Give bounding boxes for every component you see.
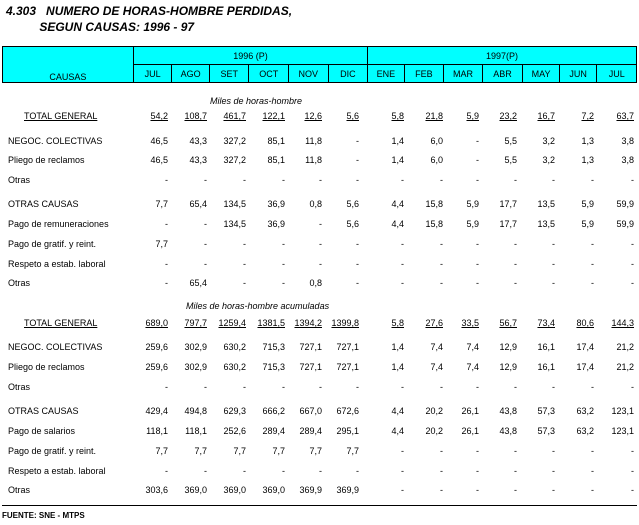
table-cell: -	[514, 259, 517, 269]
table-cell: 7,7	[272, 446, 285, 456]
table-cell: 3,2	[542, 155, 555, 165]
month-header: AGO	[172, 65, 210, 83]
row-label: Otras	[8, 382, 31, 392]
table-cell: 134,5	[223, 219, 246, 229]
month-header: NOV	[289, 65, 329, 83]
table-cell: 1,4	[391, 362, 404, 372]
table-cell: -	[440, 446, 443, 456]
table-cell: -	[282, 175, 285, 185]
table-row	[2, 259, 637, 273]
table-cell: -	[282, 382, 285, 392]
table-cell: -	[356, 136, 359, 146]
table-cell: 259,6	[145, 342, 168, 352]
table-cell: -	[591, 175, 594, 185]
table-cell: -	[243, 278, 246, 288]
table-cell: 123,1	[611, 426, 634, 436]
table-cell: -	[243, 239, 246, 249]
table-cell: -	[165, 278, 168, 288]
table-cell: -	[204, 219, 207, 229]
table-cell: 5,9	[466, 111, 479, 121]
table-cell: 80,6	[576, 318, 594, 328]
table-row	[2, 426, 637, 440]
table-cell: 3,8	[621, 155, 634, 165]
table-row	[2, 382, 637, 396]
table-cell: 4,4	[391, 199, 404, 209]
table-cell: 667,0	[299, 406, 322, 416]
table-cell: -	[591, 278, 594, 288]
table-cell: 26,1	[461, 426, 479, 436]
table-cell: 7,4	[466, 342, 479, 352]
table-cell: -	[631, 466, 634, 476]
table-cell: -	[631, 259, 634, 269]
table-cell: 797,7	[184, 318, 207, 328]
table-cell: 7,7	[194, 446, 207, 456]
table-cell: -	[514, 278, 517, 288]
row-label: Respeto a estab. laboral	[8, 259, 106, 269]
row-label: Respeto a estab. laboral	[8, 466, 106, 476]
table-cell: -	[282, 466, 285, 476]
table-cell: -	[514, 175, 517, 185]
table-cell: -	[552, 239, 555, 249]
table-cell: -	[440, 382, 443, 392]
month-header: JUN	[559, 65, 597, 83]
table-cell: -	[204, 382, 207, 392]
table-cell: -	[476, 466, 479, 476]
table-cell: 369,0	[184, 485, 207, 495]
table-cell: 295,1	[336, 426, 359, 436]
table-cell: 57,3	[537, 406, 555, 416]
table-row	[2, 175, 637, 189]
table-cell: -	[552, 485, 555, 495]
table-cell: -	[476, 155, 479, 165]
table-cell: 1381,5	[257, 318, 285, 328]
table-cell: -	[591, 239, 594, 249]
table-cell: -	[243, 175, 246, 185]
table-cell: -	[631, 446, 634, 456]
table-cell: 5,9	[581, 199, 594, 209]
table-cell: 289,4	[299, 426, 322, 436]
table-cell: 715,3	[262, 342, 285, 352]
row-label: Pliego de reclamos	[8, 155, 85, 165]
table-cell: -	[514, 239, 517, 249]
table-cell: 134,5	[223, 199, 246, 209]
row-label: Pliego de reclamos	[8, 362, 85, 372]
table-cell: -	[401, 485, 404, 495]
row-label: Otras	[8, 485, 31, 495]
table-cell: 727,1	[336, 362, 359, 372]
row-label: TOTAL GENERAL	[24, 111, 98, 121]
table-cell: -	[440, 239, 443, 249]
table-cell: 259,6	[145, 362, 168, 372]
row-label: Otras	[8, 278, 31, 288]
row-label: Pago de remuneraciones	[8, 219, 109, 229]
table-cell: 36,9	[267, 199, 285, 209]
table-cell: 5,6	[346, 219, 359, 229]
table-cell: 369,9	[299, 485, 322, 495]
table-cell: 12,9	[499, 342, 517, 352]
table-cell: 21,2	[616, 342, 634, 352]
table-cell: 1394,2	[294, 318, 322, 328]
table-cell: 27,6	[425, 318, 443, 328]
table-cell: 3,8	[621, 136, 634, 146]
table-cell: -	[282, 278, 285, 288]
table-row	[2, 199, 637, 213]
month-header: ABR	[482, 65, 523, 83]
table-cell: -	[401, 239, 404, 249]
table-cell: -	[401, 278, 404, 288]
bottom-divider	[2, 505, 637, 506]
table-cell: 289,4	[262, 426, 285, 436]
row-label: TOTAL GENERAL	[24, 318, 98, 328]
table-title: 4.303 NUMERO DE HORAS-HOMBRE PERDIDAS,	[6, 4, 293, 18]
table-cell: 73,4	[537, 318, 555, 328]
table-cell: -	[204, 466, 207, 476]
month-header: DIC	[328, 65, 367, 83]
table-row	[2, 485, 637, 499]
table-cell: -	[243, 259, 246, 269]
table-cell: 1,4	[391, 136, 404, 146]
table-cell: 7,7	[155, 199, 168, 209]
table-cell: -	[204, 259, 207, 269]
table-cell: -	[591, 446, 594, 456]
month-header: MAR	[444, 65, 483, 83]
table-cell: 21,8	[425, 111, 443, 121]
table-row	[2, 278, 637, 292]
table-cell: 5,5	[504, 136, 517, 146]
table-cell: -	[356, 259, 359, 269]
table-cell: 1,3	[581, 155, 594, 165]
table-cell: -	[631, 239, 634, 249]
table-cell: 59,9	[616, 219, 634, 229]
table-cell: 20,2	[425, 426, 443, 436]
table-cell: -	[476, 259, 479, 269]
table-cell: 689,0	[145, 318, 168, 328]
table-cell: 5,8	[391, 111, 404, 121]
table-cell: 6,0	[430, 136, 443, 146]
table-cell: 23,2	[499, 111, 517, 121]
table-cell: 369,0	[262, 485, 285, 495]
table-cell: 26,1	[461, 406, 479, 416]
table-cell: 13,5	[537, 219, 555, 229]
table-cell: 369,9	[336, 485, 359, 495]
table-cell: -	[514, 382, 517, 392]
table-cell: -	[591, 259, 594, 269]
table-cell: -	[319, 466, 322, 476]
table-cell: -	[631, 382, 634, 392]
table-cell: 630,2	[223, 362, 246, 372]
table-cell: 7,4	[430, 362, 443, 372]
table-cell: 715,3	[262, 362, 285, 372]
table-cell: -	[319, 259, 322, 269]
table-cell: 0,8	[309, 199, 322, 209]
row-label: NEGOC. COLECTIVAS	[8, 136, 103, 146]
table-cell: 302,9	[184, 362, 207, 372]
table-cell: 429,4	[145, 406, 168, 416]
table-cell: 4,4	[391, 406, 404, 416]
table-cell: -	[552, 278, 555, 288]
table-row	[2, 136, 637, 150]
table-cell: 3,2	[542, 136, 555, 146]
table-cell: 727,1	[336, 342, 359, 352]
table-cell: -	[552, 466, 555, 476]
table-cell: -	[282, 239, 285, 249]
table-cell: -	[631, 278, 634, 288]
table-cell: -	[476, 278, 479, 288]
table-cell: 12,9	[499, 362, 517, 372]
table-cell: 5,9	[466, 219, 479, 229]
table-cell: 5,6	[346, 111, 359, 121]
table-row	[2, 446, 637, 460]
table-cell: 494,8	[184, 406, 207, 416]
table-cell: 122,1	[262, 111, 285, 121]
table-cell: -	[356, 239, 359, 249]
table-cell: 1259,4	[218, 318, 246, 328]
table-cell: 7,7	[155, 239, 168, 249]
table-cell: 59,9	[616, 199, 634, 209]
table-cell: 17,4	[576, 362, 594, 372]
table-cell: -	[401, 446, 404, 456]
table-cell: -	[476, 175, 479, 185]
table-cell: -	[243, 382, 246, 392]
table-cell: -	[514, 466, 517, 476]
table-cell: -	[356, 466, 359, 476]
table-cell: 16,7	[537, 111, 555, 121]
table-cell: -	[356, 278, 359, 288]
table-cell: 727,1	[299, 342, 322, 352]
table-cell: 4,4	[391, 426, 404, 436]
table-cell: 5,6	[346, 199, 359, 209]
table-cell: -	[282, 259, 285, 269]
table-cell: 85,1	[267, 136, 285, 146]
table-cell: 20,2	[425, 406, 443, 416]
table-cell: 5,8	[391, 318, 404, 328]
table-cell: 63,7	[616, 111, 634, 121]
section-title: Miles de horas-hombre	[210, 96, 303, 106]
row-label: Pago de gratif. y reint.	[8, 239, 97, 249]
month-header: ENE	[368, 65, 405, 83]
table-cell: 7,2	[581, 111, 594, 121]
table-cell: 1399,8	[331, 318, 359, 328]
table-cell: -	[514, 446, 517, 456]
row-label: Otras	[8, 175, 31, 185]
table-cell: -	[440, 175, 443, 185]
table-cell: -	[476, 239, 479, 249]
table-cell: 672,6	[336, 406, 359, 416]
table-cell: 63,2	[576, 406, 594, 416]
table-cell: 17,4	[576, 342, 594, 352]
source-note: FUENTE: SNE - MTPS	[2, 511, 85, 520]
table-cell: 252,6	[223, 426, 246, 436]
table-cell: 630,2	[223, 342, 246, 352]
table-cell: -	[440, 259, 443, 269]
table-cell: -	[552, 446, 555, 456]
table-cell: 15,8	[425, 199, 443, 209]
table-cell: 11,8	[305, 136, 322, 146]
table-cell: 0,8	[309, 278, 322, 288]
table-cell: 4,4	[391, 219, 404, 229]
table-header	[2, 46, 637, 83]
year-1996-header: 1996 (P)	[133, 47, 367, 65]
month-header: JUL	[133, 65, 172, 83]
table-cell: 629,3	[223, 406, 246, 416]
table-cell: -	[476, 382, 479, 392]
table-cell: 12,6	[304, 111, 322, 121]
table-cell: -	[514, 485, 517, 495]
table-cell: 13,5	[537, 199, 555, 209]
table-cell: 11,8	[305, 155, 322, 165]
table-cell: 46,5	[150, 136, 168, 146]
table-cell: 727,1	[299, 362, 322, 372]
table-cell: 327,2	[223, 136, 246, 146]
table-row	[2, 342, 637, 356]
table-cell: 302,9	[184, 342, 207, 352]
table-cell: 43,3	[189, 155, 207, 165]
table-cell: -	[204, 239, 207, 249]
table-cell: 6,0	[430, 155, 443, 165]
row-label: OTRAS CAUSAS	[8, 199, 79, 209]
table-cell: -	[401, 259, 404, 269]
table-cell: -	[319, 175, 322, 185]
table-cell: 303,6	[145, 485, 168, 495]
table-row	[2, 466, 637, 480]
month-header: JUL	[597, 65, 637, 83]
table-cell: 16,1	[537, 342, 555, 352]
table-cell: 7,4	[466, 362, 479, 372]
table-row	[2, 155, 637, 169]
month-header: OCT	[249, 65, 289, 83]
table-cell: 15,8	[425, 219, 443, 229]
table-cell: 7,4	[430, 342, 443, 352]
table-cell: 65,4	[189, 199, 207, 209]
year-1997-header: 1997(P)	[368, 47, 637, 65]
table-cell: 118,1	[185, 426, 207, 436]
table-cell: 57,3	[537, 426, 555, 436]
table-cell: 327,2	[223, 155, 246, 165]
table-cell: -	[243, 466, 246, 476]
table-row	[2, 111, 637, 125]
row-label: OTRAS CAUSAS	[8, 406, 79, 416]
table-cell: 36,9	[267, 219, 285, 229]
table-cell: -	[476, 136, 479, 146]
table-cell: 5,9	[466, 199, 479, 209]
table-cell: 1,4	[391, 342, 404, 352]
table-cell: -	[401, 382, 404, 392]
table-cell: -	[552, 259, 555, 269]
table-cell: 33,5	[461, 318, 479, 328]
table-cell: 7,7	[155, 446, 168, 456]
table-cell: -	[165, 466, 168, 476]
table-cell: -	[356, 155, 359, 165]
table-cell: 1,3	[581, 136, 594, 146]
row-label: Pago de salarios	[8, 426, 76, 436]
table-row	[2, 406, 637, 420]
row-label: NEGOC. COLECTIVAS	[8, 342, 103, 352]
table-cell: -	[631, 175, 634, 185]
table-cell: 369,0	[223, 485, 246, 495]
table-cell: 16,1	[537, 362, 555, 372]
table-row	[2, 219, 637, 233]
table-cell: 1,4	[391, 155, 404, 165]
table-row	[2, 318, 637, 332]
table-cell: -	[552, 175, 555, 185]
month-header: FEB	[404, 65, 444, 83]
table-cell: -	[401, 175, 404, 185]
table-cell: 63,2	[576, 426, 594, 436]
table-cell: 7,7	[346, 446, 359, 456]
table-cell: -	[165, 175, 168, 185]
table-row	[2, 362, 637, 376]
table-cell: 43,8	[499, 406, 517, 416]
table-cell: -	[165, 219, 168, 229]
table-cell: -	[591, 466, 594, 476]
table-cell: -	[401, 466, 404, 476]
table-cell: 7,7	[233, 446, 246, 456]
table-subtitle: SEGUN CAUSAS: 1996 - 97	[39, 20, 195, 34]
table-cell: 118,1	[146, 426, 168, 436]
table-cell: -	[165, 382, 168, 392]
table-cell: -	[319, 219, 322, 229]
table-cell: -	[631, 485, 634, 495]
table-cell: 43,8	[499, 426, 517, 436]
table-cell: -	[552, 382, 555, 392]
section-title: Miles de horas-hombre acumuladas	[186, 301, 330, 311]
table-cell: 7,7	[309, 446, 322, 456]
table-cell: 461,7	[223, 111, 246, 121]
table-cell: -	[591, 382, 594, 392]
table-cell: 85,1	[267, 155, 285, 165]
month-header: SET	[209, 65, 249, 83]
table-cell: 17,7	[499, 219, 517, 229]
table-cell: -	[440, 485, 443, 495]
table-cell: -	[165, 259, 168, 269]
table-cell: -	[356, 382, 359, 392]
table-cell: 65,4	[189, 278, 207, 288]
month-header: MAY	[523, 65, 560, 83]
table-cell: 43,3	[189, 136, 207, 146]
table-cell: 21,2	[616, 362, 634, 372]
table-cell: -	[204, 175, 207, 185]
table-cell: -	[319, 382, 322, 392]
table-cell: -	[356, 175, 359, 185]
causas-header: CAUSAS	[3, 47, 134, 83]
table-cell: 5,5	[504, 155, 517, 165]
table-cell: -	[591, 485, 594, 495]
table-cell: 5,9	[581, 219, 594, 229]
table-cell: -	[440, 278, 443, 288]
table-cell: 54,2	[150, 111, 168, 121]
table-cell: 17,7	[499, 199, 517, 209]
table-row	[2, 239, 637, 253]
table-cell: -	[440, 466, 443, 476]
table-cell: 46,5	[150, 155, 168, 165]
table-cell: 123,1	[611, 406, 634, 416]
table-cell: 56,7	[499, 318, 517, 328]
table-cell: 108,7	[184, 111, 207, 121]
table-cell: -	[476, 485, 479, 495]
table-cell: -	[476, 446, 479, 456]
table-cell: 144,3	[611, 318, 634, 328]
table-cell: -	[319, 239, 322, 249]
table-cell: 666,2	[262, 406, 285, 416]
row-label: Pago de gratif. y reint.	[8, 446, 97, 456]
